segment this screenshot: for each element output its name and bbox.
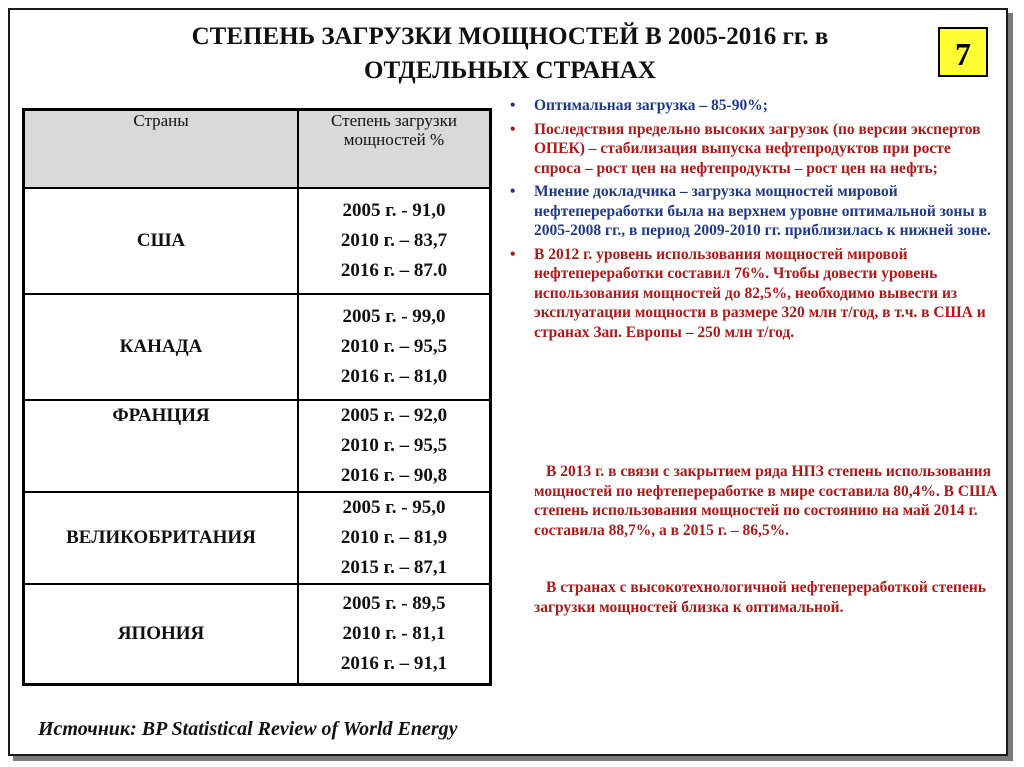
bullet-item bbox=[508, 182, 1000, 241]
value-cell: 2016 г. – 90,8 bbox=[340, 465, 448, 486]
bullet-dot-icon: • bbox=[510, 183, 516, 200]
table-row bbox=[24, 492, 491, 584]
table-header-row bbox=[24, 110, 491, 189]
value-cell: 2010 г. – 83,7 bbox=[340, 230, 448, 251]
value-cell: 2016 г. – 81,0 bbox=[340, 366, 448, 387]
bullet-list bbox=[508, 96, 1000, 346]
value-cell: 2005 г. – 92,0 bbox=[340, 405, 448, 426]
bullet-item bbox=[508, 120, 1000, 179]
country-usa: США bbox=[24, 188, 299, 294]
value-cell: 2016 г. – 87.0 bbox=[340, 260, 448, 281]
values-japan bbox=[298, 584, 491, 684]
table-row bbox=[24, 294, 491, 400]
bullet-text: Оптимальная загрузка – 85-90%; bbox=[534, 97, 768, 114]
paragraph-2013: В 2013 г. в связи с закрытием ряда НПЗ степень использования мощностей по нефтепереработке в мире составила 80,4%. В США степень использования мощностей по состоянию на май 2014 г. составила 88,7%, а в 2015 г. – 86,5%. bbox=[534, 463, 998, 539]
value-cell: 2010 г. – 95,5 bbox=[340, 435, 448, 456]
table-row bbox=[24, 188, 491, 294]
bullet-dot-icon: • bbox=[510, 245, 516, 263]
bullet-text: В 2012 г. уровень использования мощностей мировой нефтепереработки составил 76%. Чтобы довести уровень использования мощностей до 82,5%, необходимо вывести из эксплуатации мощности в размере 320 млн т/год, в т.ч. в США и странах Зап. Европы – 250 млн т/год. bbox=[534, 245, 986, 341]
value-cell: 2010 г. – 95,5 bbox=[340, 336, 448, 357]
bullet-dot-icon: • bbox=[510, 120, 516, 138]
slide-title: СТЕПЕНЬ ЗАГРУЗКИ МОЩНОСТЕЙ В 2005-2016 гг. в ОТДЕЛЬНЫХ СТРАНАХ bbox=[191, 23, 829, 84]
country-canada: КАНАДА bbox=[24, 294, 299, 400]
header-load: Степень загрузки мощностей % bbox=[298, 110, 491, 189]
value-cell: 2016 г. – 91,1 bbox=[340, 652, 448, 674]
bullet-text: Последствия предельно высоких загрузок (по версии экспертов ОПЕК) – стабилизация выпуска нефтепродуктов при росте спроса – рост цен на нефтепродукты – рост цен на нефть; bbox=[534, 120, 981, 177]
value-cell: 2005 г. - 91,0 bbox=[342, 200, 446, 221]
country-uk: ВЕЛИКОБРИТАНИЯ bbox=[24, 492, 299, 584]
value-cell: 2005 г. - 89,5 bbox=[342, 592, 446, 614]
values-canada bbox=[298, 294, 491, 400]
value-cell: 2010 г. - 81,1 bbox=[342, 622, 446, 644]
values-uk bbox=[298, 492, 491, 584]
capacity-table bbox=[22, 108, 492, 686]
paragraph-hightech: В странах с высокотехнологичной нефтепереработкой степень загрузки мощностей близка к оптимальной. bbox=[534, 579, 986, 616]
bullet-dot-icon: • bbox=[510, 97, 516, 114]
values-usa bbox=[298, 188, 491, 294]
value-cell: 2010 г. – 81,9 bbox=[340, 527, 448, 548]
table-row bbox=[24, 400, 491, 492]
country-japan: ЯПОНИЯ bbox=[24, 584, 299, 684]
header-country: Страны bbox=[24, 110, 299, 189]
value-cell: 2015 г. – 87,1 bbox=[340, 557, 448, 578]
bullet-item bbox=[508, 96, 1000, 116]
table-row bbox=[24, 584, 491, 684]
country-france: ФРАНЦИЯ bbox=[24, 400, 299, 492]
value-cell: 2005 г. - 99,0 bbox=[342, 306, 446, 327]
slide-number-badge: 7 bbox=[938, 27, 988, 77]
values-france bbox=[298, 400, 491, 492]
bullet-item bbox=[508, 245, 1000, 343]
source-note: Источник: BP Statistical Review of World Energy bbox=[38, 718, 458, 740]
bullet-text: Мнение докладчика – загрузка мощностей мировой нефтепереработки была на верхнем уровне оптимальной зоны в 2005-2008 гг., в период 2009-2010 гг. приблизилась к нижней зоне. bbox=[534, 183, 991, 239]
value-cell: 2005 г. - 95,0 bbox=[342, 497, 446, 518]
